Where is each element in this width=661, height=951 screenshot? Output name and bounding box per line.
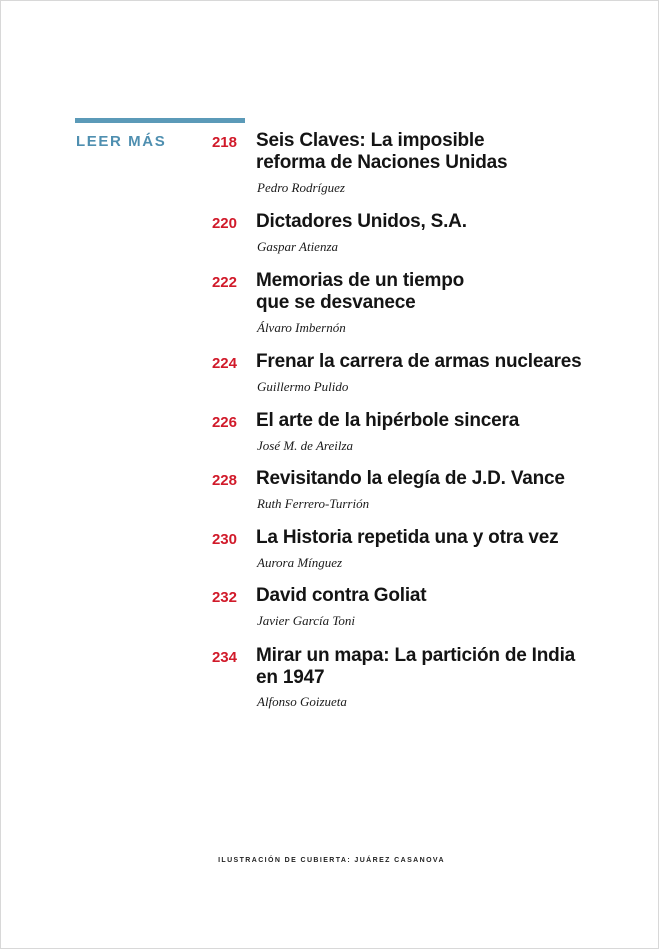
entry-title	[256, 645, 636, 689]
entry-page-number: 234	[211, 649, 237, 666]
entry-title-line: Dictadores Unidos, S.A.	[256, 211, 467, 232]
entry-author: Alfonso Goizueta	[257, 694, 347, 709]
entry-title	[256, 351, 636, 373]
entry-title	[256, 211, 636, 233]
entry-author: Aurora Mínguez	[257, 555, 343, 570]
entry-author: Pedro Rodríguez	[257, 180, 345, 195]
entry-title-line: en 1947	[256, 667, 325, 688]
entry-author: Javier García Toni	[257, 613, 355, 628]
entry-title-line: La Historia repetida una y otra vez	[256, 527, 559, 548]
entry-page-number: 222	[211, 274, 237, 291]
section-label: LEER MÁS	[76, 133, 167, 150]
section-rule	[75, 118, 245, 123]
entry-author: José M. de Areilza	[257, 438, 354, 453]
entry-title	[256, 410, 636, 432]
entry-page-number: 226	[211, 414, 237, 431]
entry-title-line: David contra Goliat	[256, 585, 427, 606]
entry-title-line: El arte de la hipérbole sincera	[256, 410, 520, 431]
entry-page-number: 230	[211, 531, 237, 548]
entry-page-number: 224	[211, 355, 237, 372]
entry-title	[256, 270, 636, 314]
entry-title-line: Mirar un mapa: La partición de India	[256, 645, 576, 666]
entry-title-line: Seis Claves: La imposible	[256, 130, 485, 151]
cover-illustration-credit: ILUSTRACIÓN DE CUBIERTA: JUÁREZ CASANOVA	[218, 857, 445, 864]
entry-author: Guillermo Pulido	[257, 379, 349, 394]
entry-author: Álvaro Imbernón	[257, 320, 346, 335]
entry-page-number: 220	[211, 215, 237, 232]
entry-title	[256, 130, 636, 174]
entry-title-line: reforma de Naciones Unidas	[256, 152, 508, 173]
entry-title-line: Revisitando la elegía de J.D. Vance	[256, 468, 565, 489]
entry-author: Ruth Ferrero-Turrión	[257, 496, 370, 511]
entry-author: Gaspar Atienza	[257, 239, 339, 254]
entry-title	[256, 527, 636, 549]
entry-title	[256, 468, 636, 490]
entry-title	[256, 585, 636, 607]
entry-title-line: Memorias de un tiempo	[256, 270, 465, 291]
entry-page-number: 218	[211, 134, 237, 151]
entry-page-number: 228	[211, 472, 237, 489]
entry-title-line: que se desvanece	[256, 292, 416, 313]
entry-page-number: 232	[211, 589, 237, 606]
entry-title-line: Frenar la carrera de armas nucleares	[256, 351, 582, 372]
